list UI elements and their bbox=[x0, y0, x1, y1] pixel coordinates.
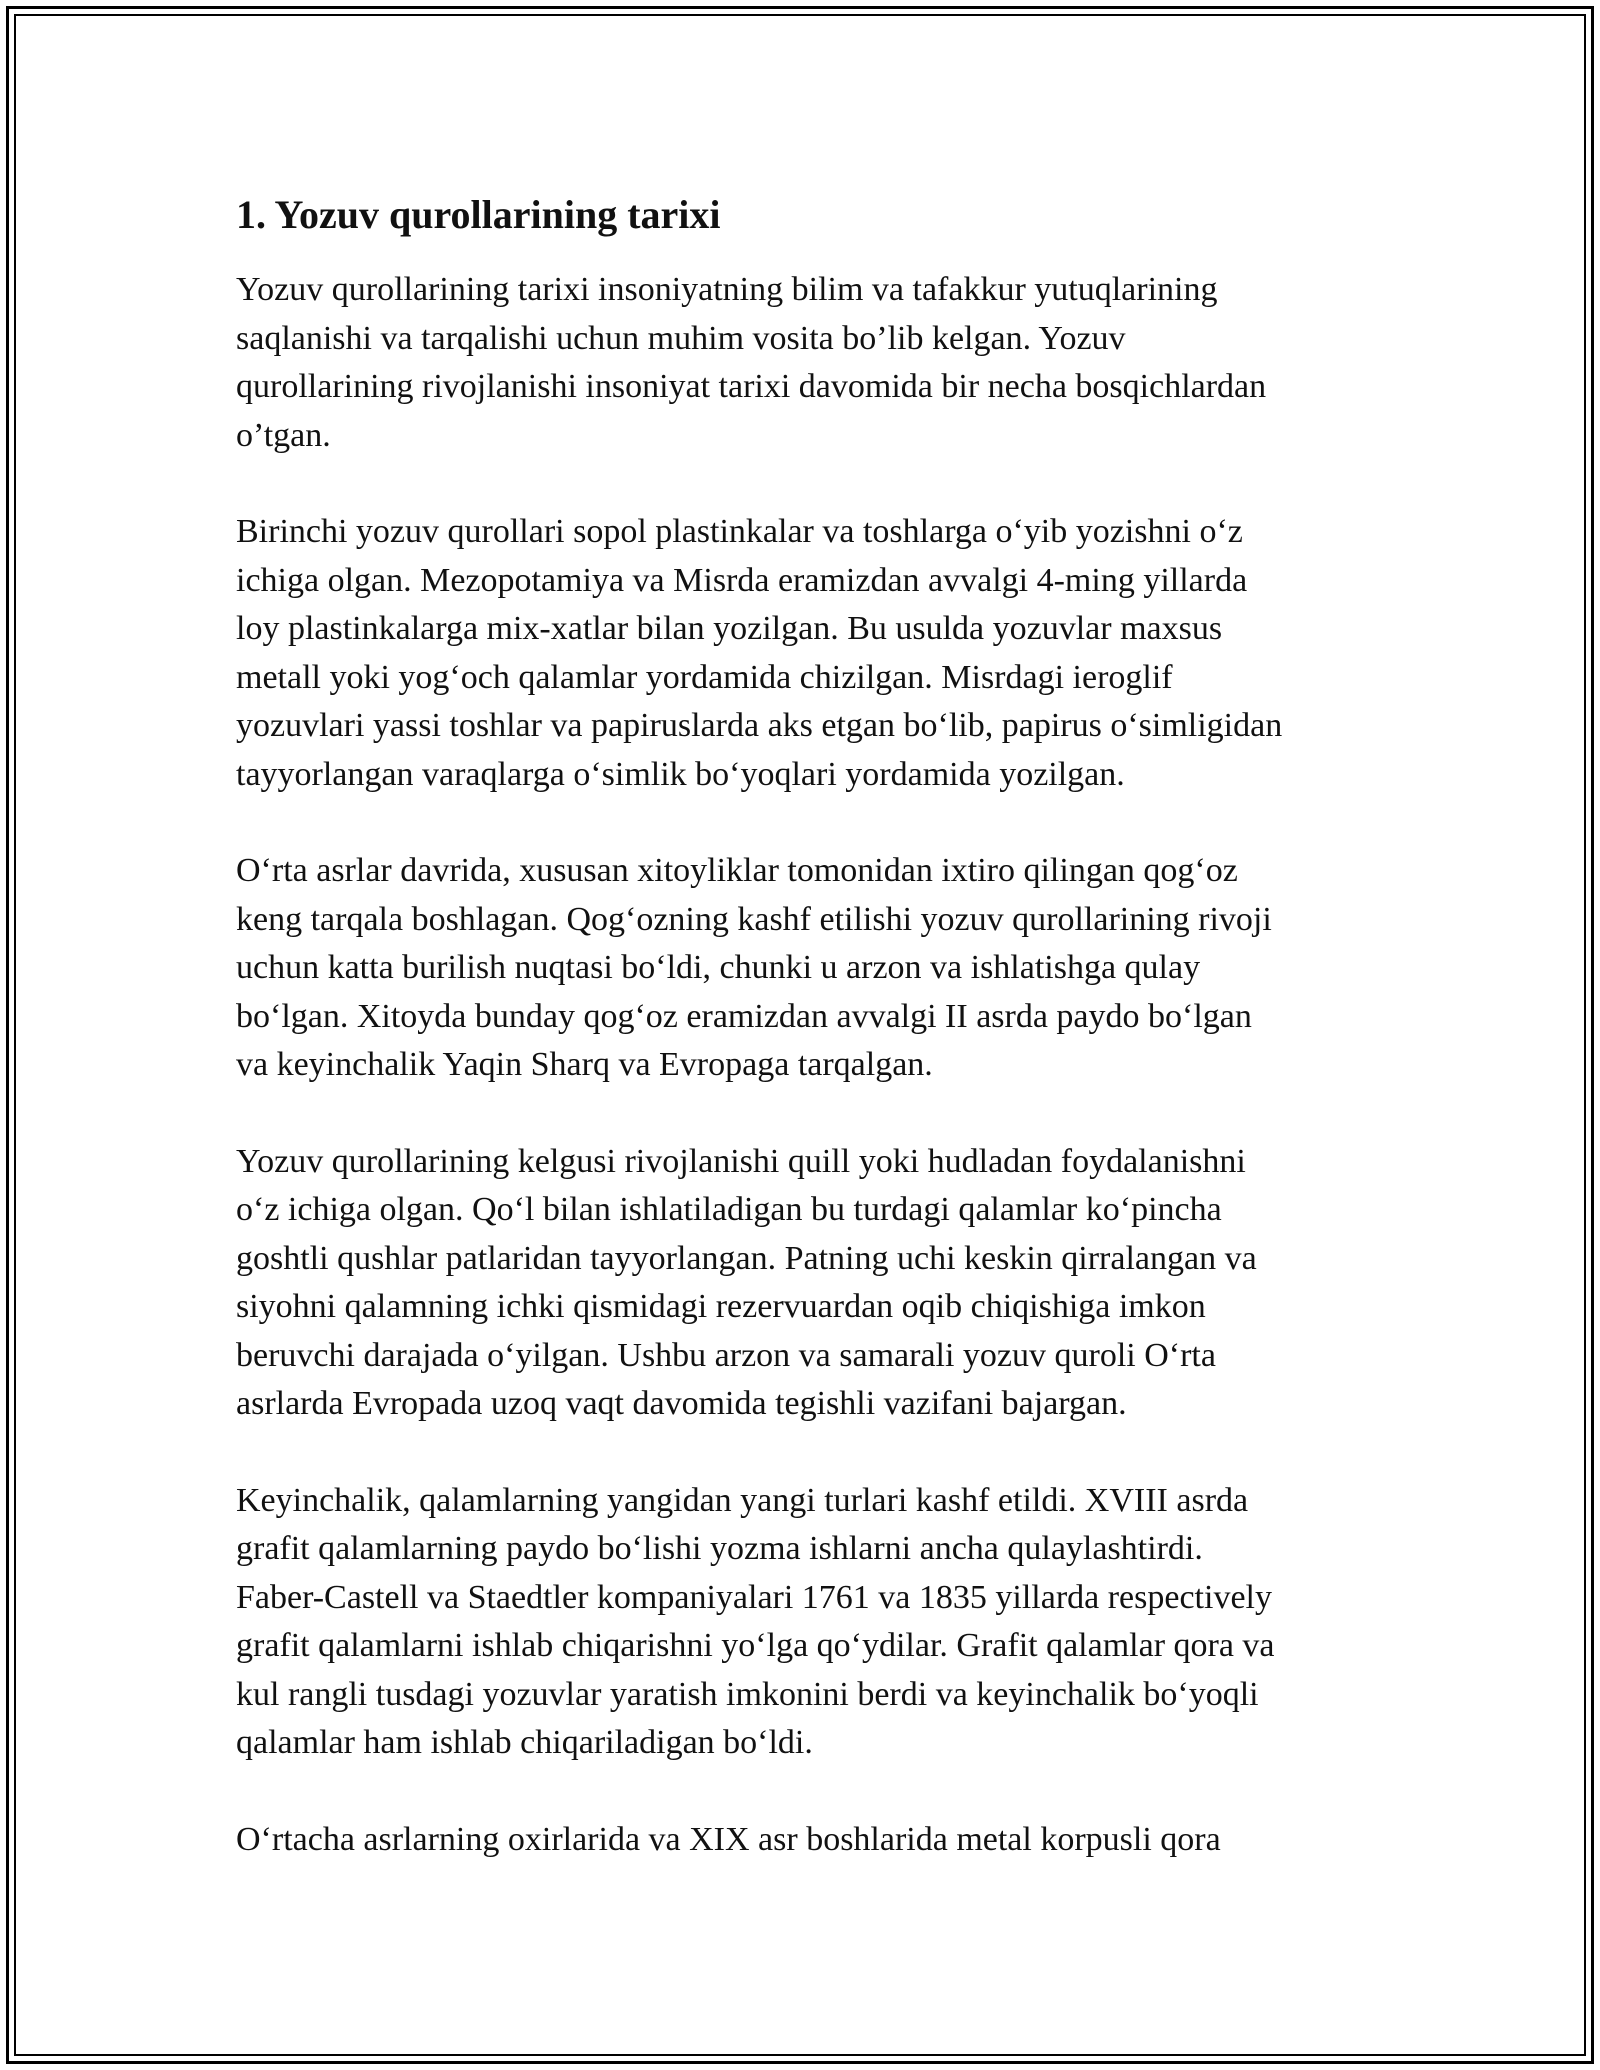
document-body bbox=[236, 186, 1382, 1912]
paragraph-4: Yozuv qurollarining kelgusi rivojlanishi quill yoki hudladan foydalanishni oʻz ichiga olgan. Qoʻl bilan ishlatiladigan bu turdagi qalamlar koʻpincha goshtli qushlar patlaridan tayyorlangan. Patning uchi keskin qirralangan va siyohni qalamning ichki qismidagi rezervuardan oqib chiqishiga imkon beruvchi darajada oʻyilgan. Ushbu arzon va samarali yozuv quroli Oʻrta asrlarda Evropada uzoq vaqt davomida tegishli vazifani bajargan. bbox=[236, 1142, 1257, 1422]
paragraph-2: Birinchi yozuv qurollari sopol plastinkalar va toshlarga oʻyib yozishni oʻz ichiga olgan. Mezopotamiya va Misrda eramizdan avvalgi 4-ming yillarda loy plastinkalarga mix-xatlar bilan yozilgan. Bu usulda yozuvlar maxsus metall yoki yogʻoch qalamlar yordamida chizilgan. Misrdagi ieroglif yozuvlari yassi toshlar va papiruslarda aks etgan boʻlib, papirus oʻsimligidan tayyorlangan varaqlarga oʻsimlik boʻyoqlari yordamida yozilgan. bbox=[236, 513, 1283, 793]
paragraph-5: Keyinchalik, qalamlarning yangidan yangi turlari kashf etildi. XVIII asrda grafit qalamlarning paydo boʻlishi yozma ishlarni ancha qulaylashtirdi. Faber-Castell va Staedtler kompaniyalari 1761 va 1835 yillarda respectively grafit qalamlarni ishlab chiqarishni yoʻlga qoʻydilar. Grafit qalamlar qora va kul rangli tusdagi yozuvlar yaratish imkonini berdi va keyinchalik boʻyoqli qalamlar ham ishlab chiqariladigan boʻldi. bbox=[236, 1481, 1275, 1761]
paragraph-3: Oʻrta asrlar davrida, xususan xitoyliklar tomonidan ixtiro qilingan qogʻoz keng tarqala boshlagan. Qogʻozning kashf etilishi yozuv qurollarining rivoji uchun katta burilish nuqtasi boʻldi, chunki u arzon va ishlatishga qulay boʻlgan. Xitoyda bunday qogʻoz eramizdan avvalgi II asrda paydo boʻlgan va keyinchalik Yaqin Sharq va Evropaga tarqalgan. bbox=[236, 852, 1272, 1083]
section-heading: 1. Yozuv qurollarining tarixi bbox=[236, 192, 721, 237]
paragraph-1: Yozuv qurollarining tarixi insoniyatning bilim va tafakkur yutuqlarining saqlanishi va tarqalishi uchun muhim vosita bo’lib kelgan. Yozuv qurollarining rivojlanishi insoniyat tarixi davomida bir necha bosqichlardan o’tgan. bbox=[236, 271, 1267, 454]
paragraph-6: Oʻrtacha asrlarning oxirlarida va XIX asr boshlarida metal korpusli qora bbox=[236, 1820, 1221, 1858]
